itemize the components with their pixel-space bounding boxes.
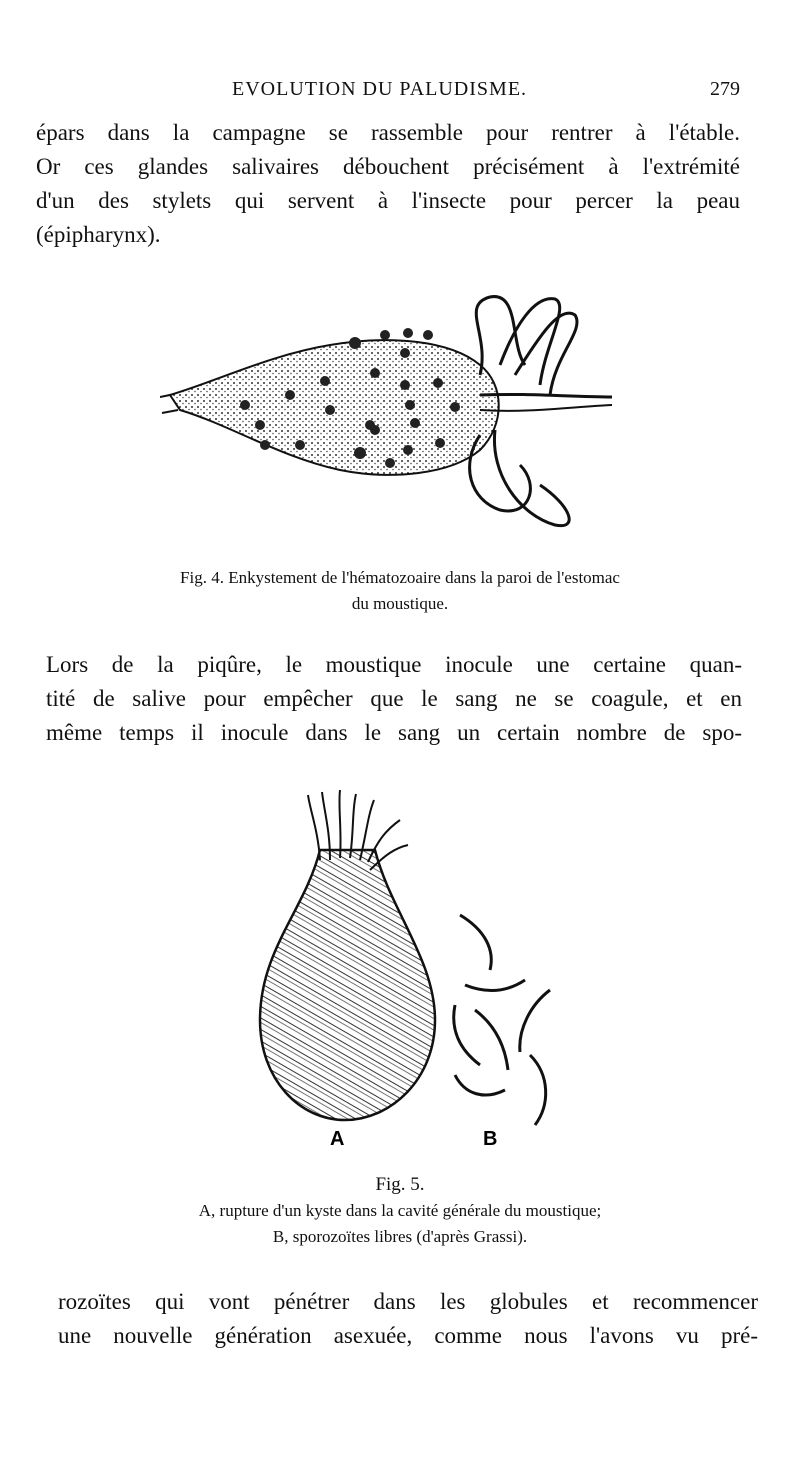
page-header <box>36 78 740 108</box>
text-line: Or ces glandes salivaires débouchent précisément à l'extrémité <box>36 154 740 179</box>
figure-5-caption-line: A, rupture d'un kyste dans la cavité générale du moustique; <box>198 1201 602 1220</box>
text-line: une nouvelle génération asexuée, comme nous l'avons vu pré- <box>58 1323 758 1348</box>
text-line: Lors de la piqûre, le moustique inocule une certaine quan- <box>46 652 742 677</box>
paragraph-3 <box>58 1285 758 1353</box>
running-title: EVOLUTION DU PALUDISME. <box>232 78 528 100</box>
figure-5-title: Fig. 5. <box>375 1174 425 1195</box>
text-line: rozoïtes qui vont pénétrer dans les globules et recommencer <box>58 1289 758 1314</box>
figure-4-caption-line: Fig. 4. Enkystement de l'hématozoaire dans la paroi de l'estomac <box>180 568 620 587</box>
text-line: (épipharynx). <box>36 222 161 247</box>
figure-5-caption <box>0 1172 800 1250</box>
paragraph-2 <box>46 648 742 750</box>
text-line: d'un des stylets qui servent à l'insecte pour percer la peau <box>36 188 740 213</box>
text-line: tité de salive pour empêcher que le sang ne se coagule, et en <box>46 686 742 711</box>
label-a: A <box>330 1128 345 1150</box>
figure-4-caption <box>0 565 800 617</box>
figure-5-caption-line: B, sporozoïtes libres (d'après Grassi). <box>272 1227 528 1246</box>
figure-4-caption-line: du moustique. <box>351 594 449 613</box>
cyst-a <box>260 790 435 1120</box>
figure-4-illustration <box>160 285 620 545</box>
figure-5-illustration <box>250 790 570 1170</box>
page-number: 279 <box>710 78 740 100</box>
label-b: B <box>483 1128 498 1150</box>
text-line: épars dans la campagne se rassemble pour rentrer à l'étable. <box>36 120 740 145</box>
paragraph-1 <box>36 116 740 252</box>
sporozoites-b <box>454 915 550 1125</box>
text-line: même temps il inocule dans le sang un certain nombre de spo- <box>46 720 742 745</box>
